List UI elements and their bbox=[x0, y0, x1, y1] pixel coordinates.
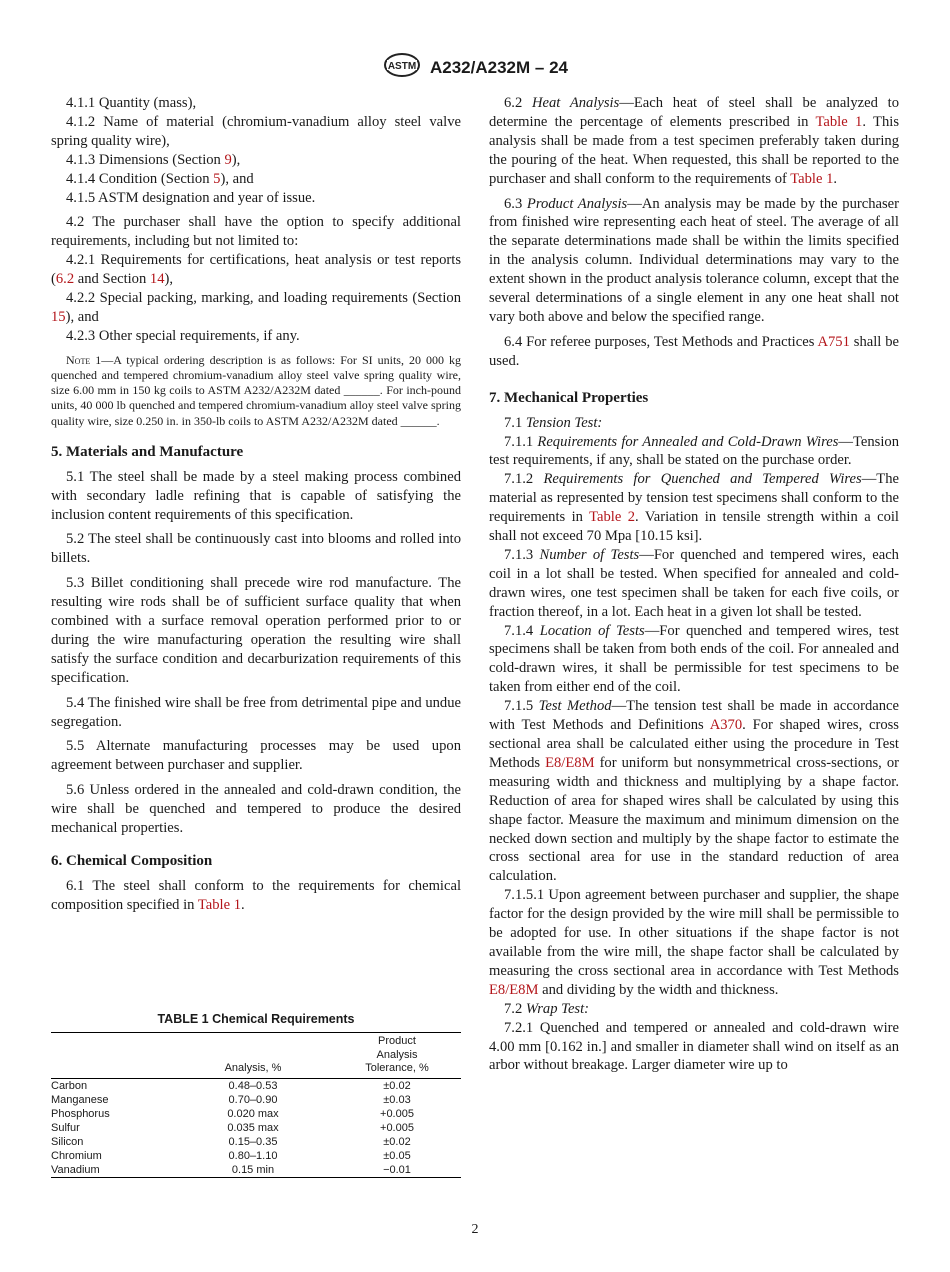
clause-5-2: 5.2 The steel shall be continuously cast into blooms and rolled into billets. bbox=[51, 531, 461, 567]
clause-4-1-5: 4.1.5 ASTM designation and year of issue. bbox=[66, 189, 316, 206]
astm-logo-icon bbox=[382, 52, 422, 83]
col-element-header bbox=[51, 1033, 173, 1079]
page-header bbox=[0, 52, 950, 83]
tolerance-cell: ±0.02 bbox=[383, 1135, 411, 1148]
table-row bbox=[51, 1078, 461, 1093]
section-5-heading: 5. Materials and Manufacture bbox=[51, 443, 244, 460]
clause-7-2-1: 7.2.1 Quenched and tempered or annealed and cold-drawn wire 4.00 mm [0.162 in.] and smaller in diameter shall wind on itself as an arbor without breakage. Larger diameter wire up to bbox=[489, 1019, 899, 1074]
element-cell: Silicon bbox=[51, 1135, 84, 1148]
table-header-row bbox=[51, 1033, 461, 1079]
analysis-cell: 0.020 max bbox=[227, 1107, 279, 1120]
table-1-link[interactable]: Table 1 bbox=[197, 896, 242, 913]
clause-6-4: 6.4 For referee purposes, Test Methods and Practices A751 shall be used. bbox=[489, 333, 899, 369]
tolerance-cell: ±0.02 bbox=[383, 1079, 411, 1092]
table-2-link[interactable]: Table 2 bbox=[589, 509, 636, 526]
clause-6-3: 6.3 Product Analysis—An analysis may be made by the purchaser from finished wire representing each heat of steel. The average of all the separate determinations made shall be within the limits specified in the analysis column. Individual determinations may vary to the extent shown in the product analysis tolerance column, except that the several determinations of a single element in any one heat shall not vary both above and below the specified range. bbox=[489, 195, 899, 325]
col-analysis-header: Analysis, % bbox=[224, 1062, 282, 1074]
clause-4-1-1: 4.1.1 Quantity (mass), bbox=[66, 95, 197, 111]
clause-7-1: 7.1 Tension Test: bbox=[504, 414, 603, 431]
clause-7-1-5-1: 7.1.5.1 Upon agreement between purchaser and supplier, the shape factor for the design provided by the wire mill shall be permissible to be adopted for use. In other situations if the shape factor is not available from the wire mill, the shape factor shall be calculated by measuring the cross sectional area in accordance with Test Methods E8/E8M and dividing by the width and thickness. bbox=[489, 887, 899, 998]
e8-e8m-link[interactable]: E8/E8M bbox=[489, 981, 539, 998]
table-row bbox=[51, 1135, 461, 1149]
table-row bbox=[51, 1107, 461, 1121]
clause-7-1-2: 7.1.2 Requirements for Quenched and Tempered Wires—The material as represented by tension test specimens shall conform to the requirements in Table 2. Variation in tensile strength within a coil shall not exceed 70 Mpa [10.15 ksi]. bbox=[489, 471, 899, 545]
e8-e8m-link[interactable]: E8/E8M bbox=[545, 754, 595, 771]
col-tolerance-header: Product Analysis Tolerance, % bbox=[365, 1035, 429, 1074]
element-cell: Phosphorus bbox=[51, 1107, 110, 1120]
element-cell: Manganese bbox=[51, 1093, 109, 1106]
clause-4-2-2: 4.2.2 Special packing, marking, and loading requirements (Section 15), and bbox=[51, 290, 461, 325]
section-5-link[interactable]: 5 bbox=[213, 170, 221, 187]
tolerance-cell: +0.005 bbox=[380, 1107, 414, 1120]
right-column bbox=[489, 94, 899, 1075]
analysis-cell: 0.15 min bbox=[231, 1163, 275, 1176]
clause-5-5: 5.5 Alternate manufacturing processes may be used upon agreement between purchaser and supplier. bbox=[51, 738, 461, 774]
clause-7-1-1: 7.1.1 Requirements for Annealed and Cold-Drawn Wires—Tension test requirements, if any, shall be stated on the purchase order. bbox=[489, 433, 900, 469]
analysis-cell: 0.48–0.53 bbox=[228, 1079, 278, 1092]
clause-6-2-link[interactable]: 6.2 bbox=[55, 271, 75, 288]
section-7-heading: 7. Mechanical Properties bbox=[489, 389, 649, 406]
section-6-heading: 6. Chemical Composition bbox=[51, 853, 213, 870]
element-cell: Carbon bbox=[51, 1079, 88, 1092]
table-row bbox=[51, 1093, 461, 1107]
analysis-cell: 0.70–0.90 bbox=[228, 1093, 278, 1106]
clause-5-3: 5.3 Billet conditioning shall precede wire rod manufacture. The resulting wire rods shall be of sufficient surface quality that when combined with a surface removal operation performed prior to or during the wire manufacturing operation the resulting wire shall satisfy the surface condition and decarburization requirements of this specification. bbox=[51, 575, 461, 686]
element-cell: Vanadium bbox=[51, 1163, 100, 1176]
table-1 bbox=[51, 1012, 461, 1178]
svg-text:ASTM: ASTM bbox=[387, 61, 417, 72]
clause-6-1: 6.1 The steel shall conform to the requirements for chemical composition specified in Table 1. bbox=[51, 877, 461, 913]
left-column bbox=[51, 94, 461, 915]
table-row bbox=[51, 1121, 461, 1135]
document-designation: A232/A232M – 24 bbox=[430, 57, 568, 77]
clause-4-1-2: 4.1.2 Name of material (chromium-vanadium alloy steel valve spring quality wire), bbox=[51, 113, 461, 149]
table-row bbox=[51, 1149, 461, 1163]
clause-5-6: 5.6 Unless ordered in the annealed and cold-drawn condition, the wire shall be quenched and tempered to produce the desired mechanical properties. bbox=[51, 782, 461, 837]
element-cell: Sulfur bbox=[51, 1121, 80, 1134]
section-9-link[interactable]: 9 bbox=[224, 151, 232, 168]
note-1: Note 1—A typical ordering description is as follows: For SI units, 20 000 kg quenched and tempered chromium-vanadium alloy steel valve spring quality wire, size 6.00 mm in 150 kg coils to ASTM A232/A232M dated ______. For inch-pound units, 40 000 lb quenched and tempered chromium-vanadium alloy steel valve spring quality wire, size 0.250 in. in 350-lb coils to ASTM A232/A232M dated ______. bbox=[51, 352, 461, 428]
clause-6-2: 6.2 Heat Analysis—Each heat of steel shall be analyzed to determine the percentage of elements prescribed in Table 1. This analysis shall be made from a test specimen preferably taken during the pouring of the heat. When requested, this shall be reported to the purchaser and shall conform to the requirements of Table 1. bbox=[489, 95, 899, 187]
clause-4-2-3: 4.2.3 Other special requirements, if any. bbox=[66, 327, 300, 344]
tolerance-cell: ±0.05 bbox=[383, 1149, 411, 1162]
table-1-link[interactable]: Table 1 bbox=[790, 170, 834, 187]
clause-5-1: 5.1 The steel shall be made by a steel making process combined with secondary ladle refining that is capable of satisfying the inclusion content requirements of this specification. bbox=[51, 468, 461, 523]
section-15-link[interactable]: 15 bbox=[51, 308, 66, 325]
tolerance-cell: −0.01 bbox=[383, 1163, 411, 1176]
clause-7-1-5: 7.1.5 Test Method—The tension test shall be made in accordance with Test Methods and Definitions A370. For shaped wires, cross sectional area shall be calculated either using the procedure in Test Methods E8/E8M for uniform but nonsymmetrical cross-sections, or measuring width and thickness and multiplying by a shape factor. Reduction of area for shaped wires shall be calculated by using this shape factor. Measure the maximum and minimum dimension on the necked down section and multiply by the shape factor to estimate the cross sectional area for use in the standard reduction of area calculation. bbox=[489, 698, 899, 885]
clause-4-2-1: 4.2.1 Requirements for certifications, heat analysis or test reports (6.2 and Section 14), bbox=[51, 252, 461, 288]
clause-7-2: 7.2 Wrap Test: bbox=[504, 1000, 590, 1017]
section-14-link[interactable]: 14 bbox=[149, 271, 165, 288]
page-number: 2 bbox=[471, 1222, 479, 1237]
tolerance-cell: +0.005 bbox=[380, 1121, 414, 1134]
analysis-cell: 0.035 max bbox=[227, 1121, 279, 1134]
table-1-link[interactable]: Table 1 bbox=[815, 113, 863, 130]
element-cell: Chromium bbox=[51, 1149, 102, 1162]
clause-7-1-4: 7.1.4 Location of Tests—For quenched and tempered wires, test specimens shall be taken from both ends of the coil. For annealed and cold-drawn wires, it shall be permissible for test specimens to be taken from either end of the coil. bbox=[489, 622, 899, 696]
a751-link[interactable]: A751 bbox=[817, 333, 850, 350]
tolerance-cell: ±0.03 bbox=[383, 1093, 411, 1106]
clause-4-2: 4.2 The purchaser shall have the option to specify additional requirements, including but not limited to: bbox=[51, 214, 461, 250]
clause-4-1-3: 4.1.3 Dimensions (Section 9), bbox=[66, 151, 241, 168]
analysis-cell: 0.15–0.35 bbox=[228, 1135, 278, 1148]
chemical-requirements-table bbox=[51, 1032, 461, 1178]
clause-7-1-3: 7.1.3 Number of Tests—For quenched and tempered wires, each coil in a lot shall be tested. When specified for annealed and cold-drawn wires, one test specimen shall be taken for each five coils, or fraction thereof, in a lot. Each heat in a given lot shall be tested. bbox=[489, 546, 899, 620]
a370-link[interactable]: A370 bbox=[709, 717, 743, 734]
analysis-cell: 0.80–1.10 bbox=[228, 1149, 278, 1162]
table-title: TABLE 1 Chemical Requirements bbox=[157, 1012, 355, 1026]
table-body bbox=[51, 1078, 461, 1177]
table-row bbox=[51, 1163, 461, 1178]
clause-5-4: 5.4 The finished wire shall be free from detrimental pipe and undue segregation. bbox=[51, 694, 461, 730]
clause-4-1-4: 4.1.4 Condition (Section 5), and bbox=[66, 170, 254, 187]
